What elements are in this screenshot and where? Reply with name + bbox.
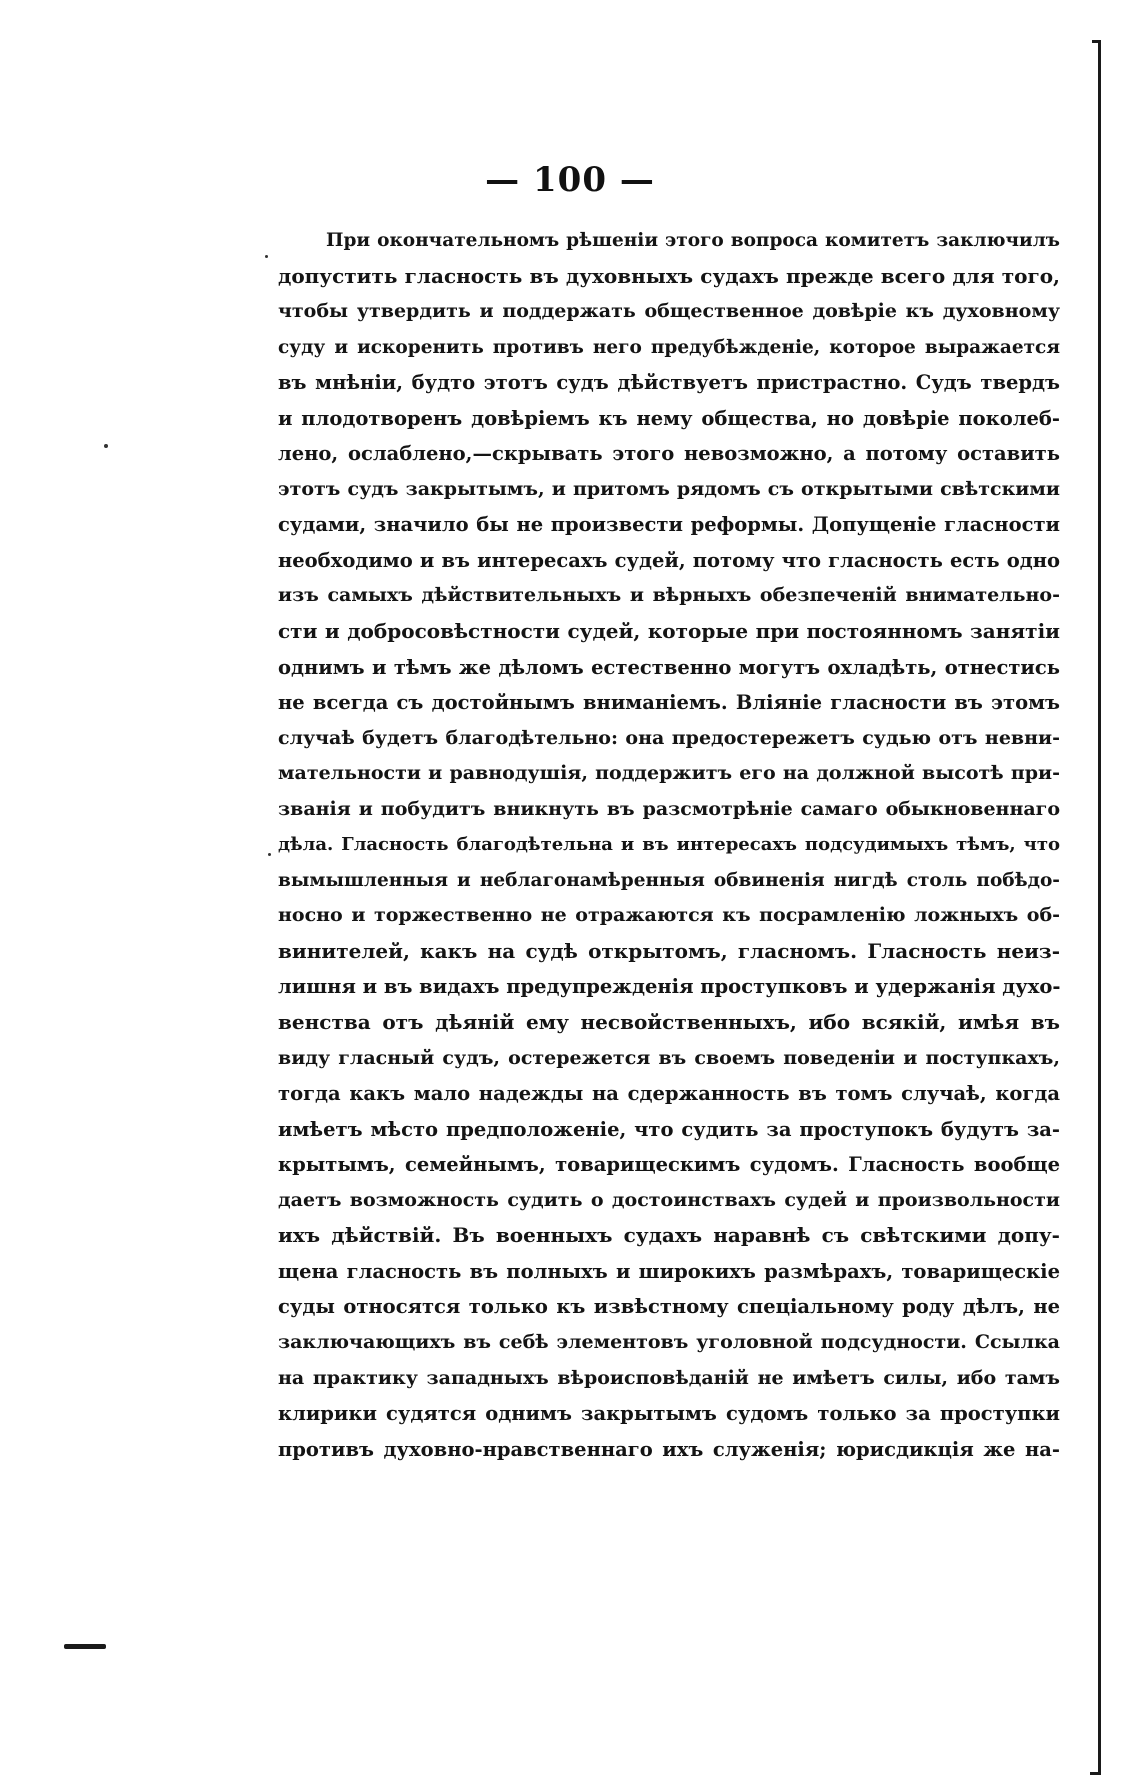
- text-line: этотъ судъ закрытымъ, и притомъ рядомъ съ открытыми свѣтскими: [278, 477, 1060, 500]
- text-line: однимъ и тѣмъ же дѣломъ естественно могутъ охладѣть, отнестись: [278, 655, 1060, 679]
- text-line: винителей, какъ на судѣ открытомъ, гласномъ. Гласность неиз-: [278, 938, 1060, 963]
- text-line: имѣетъ мѣсто предположеніе, что судить за проступокъ будутъ за-: [278, 1117, 1060, 1141]
- page-edge-rule-top: [1092, 40, 1101, 43]
- text-line: и плодотворенъ довѣріемъ къ нему общества, но довѣріе поколеб-: [278, 406, 1060, 430]
- text-line: дѣла. Гласность благодѣтельна и въ интересахъ подсудимыхъ тѣмъ, что: [278, 834, 1060, 856]
- text-line: лено, ослаблено,—скрывать этого невозможно, а потому оставить: [278, 442, 1060, 466]
- ink-speck: [265, 255, 268, 258]
- text-line: При окончательномъ рѣшеніи этого вопроса комитетъ заключилъ: [326, 230, 1060, 251]
- text-line: ихъ дѣйствій. Въ военныхъ судахъ наравнѣ съ свѣтскими допу-: [278, 1223, 1060, 1248]
- text-line: суды относятся только къ извѣстному спеціальному роду дѣлъ, не: [278, 1295, 1060, 1319]
- text-line: допустить гласность въ духовныхъ судахъ прежде всего для того,: [278, 263, 1060, 288]
- text-line: даетъ возможность судить о достоинствахъ судей и произвольности: [278, 1188, 1060, 1211]
- text-line: лишня и въ видахъ предупрежденія проступковъ и удержанія духо-: [278, 975, 1060, 999]
- text-line: заключающихъ въ себѣ элементовъ уголовной подсудности. Ссылка: [278, 1330, 1060, 1353]
- text-line: крытымъ, семейнымъ, товарищескимъ судомъ. Гласность вообще: [278, 1153, 1060, 1177]
- text-line: тогда какъ мало надежды на сдержанность въ томъ случаѣ, когда: [278, 1082, 1060, 1106]
- text-line: суду и искоренить противъ него предубѣжденіе, которое выражается: [278, 336, 1060, 358]
- text-line: на практику западныхъ вѣроисповѣданій не имѣетъ силы, ибо тамъ: [278, 1366, 1060, 1389]
- text-line: чтобы утвердить и поддержать общественное довѣріе къ духовному: [278, 300, 1060, 323]
- text-line: противъ духовно-нравственнаго ихъ служенія; юрисдикція же на-: [278, 1437, 1060, 1461]
- text-line: званія и побудитъ вникнуть въ разсмотрѣніе самаго обыкновеннаго: [278, 797, 1060, 820]
- page-edge-rule: [1098, 40, 1101, 1775]
- text-line: носно и торжественно не отражаются къ посрамленію ложныхъ об-: [278, 904, 1060, 927]
- text-line: щена гласность въ полныхъ и широкихъ размѣрахъ, товарищескіе: [278, 1259, 1060, 1283]
- text-line: судами, значило бы не произвести реформы. Допущеніе гласности: [278, 513, 1060, 537]
- text-line: клирики судятся однимъ закрытымъ судомъ только за проступки: [278, 1402, 1060, 1426]
- ink-speck: [104, 444, 108, 448]
- text-line: изъ самыхъ дѣйствительныхъ и вѣрныхъ обезпеченій внимательно-: [278, 584, 1060, 607]
- text-line: въ мнѣніи, будто этотъ судъ дѣйствуетъ пристрастно. Судъ твердъ: [278, 371, 1060, 395]
- text-line: случаѣ будетъ благодѣтельно: она предостережетъ судью отъ невни-: [278, 726, 1060, 749]
- text-line: мательности и равнодушія, поддержитъ его на должной высотѣ при-: [278, 762, 1060, 785]
- body-text: [278, 223, 1060, 1467]
- page-edge-rule-bottom: [1090, 1772, 1101, 1775]
- margin-mark: [64, 1644, 106, 1649]
- text-line: необходимо и въ интересахъ судей, потому что гласность есть одно: [278, 548, 1060, 572]
- page-number: — 100 —: [485, 160, 655, 200]
- text-line: сти и добросовѣстности судей, которые при постоянномъ занятіи: [278, 619, 1060, 644]
- ink-speck: [268, 853, 271, 856]
- text-line: вымышленныя и неблагонамѣренныя обвиненія нигдѣ столь побѣдо-: [278, 869, 1060, 891]
- text-line: виду гласный судъ, остережется въ своемъ поведеніи и поступкахъ,: [278, 1046, 1060, 1069]
- text-line: не всегда съ достойнымъ вниманіемъ. Вліяніе гласности въ этомъ: [278, 691, 1060, 715]
- text-line: венства отъ дѣяній ему несвойственныхъ, ибо всякій, имѣя въ: [278, 1010, 1060, 1035]
